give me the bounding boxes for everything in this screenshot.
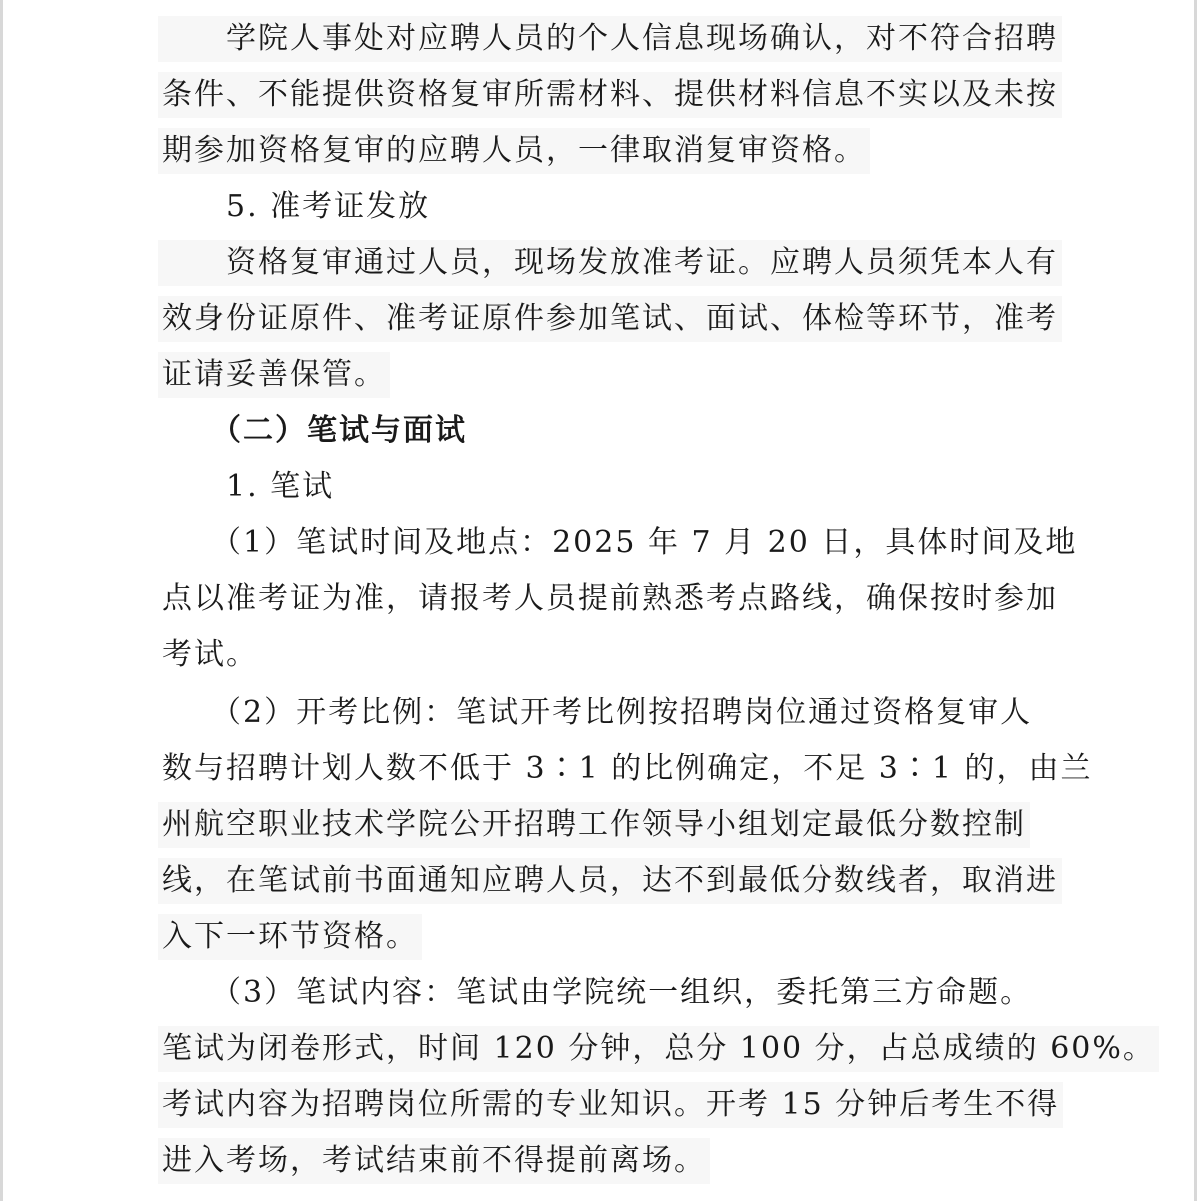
section-heading: 5. 准考证发放: [162, 189, 431, 224]
paragraph-line: 学院人事处对应聘人员的个人信息现场确认，对不符合招聘: [158, 16, 1062, 62]
paragraph-line: 入下一环节资格。: [158, 914, 422, 960]
section-heading: 1. 笔试: [162, 469, 335, 504]
paragraph-line: 笔试为闭卷形式，时间 120 分钟，总分 100 分，占总成绩的 60%。: [158, 1026, 1159, 1072]
paragraph-line: 点以准考证为准，请报考人员提前熟悉考点路线，确保按时参加: [162, 581, 1058, 616]
paragraph-line: 期参加资格复审的应聘人员，一律取消复审资格。: [158, 128, 870, 174]
paragraph-line: 考试。: [162, 637, 258, 672]
paragraph-line: 条件、不能提供资格复审所需材料、提供材料信息不实以及未按: [158, 72, 1062, 118]
paragraph-line: 进入考场，考试结束前不得提前离场。: [158, 1138, 710, 1184]
paragraph-line: （3）笔试内容：笔试由学院统一组织，委托第三方命题。: [162, 975, 1033, 1010]
paragraph-line: 效身份证原件、准考证原件参加笔试、面试、体检等环节，准考: [158, 296, 1062, 342]
paragraph-line: 考试内容为招聘岗位所需的专业知识。开考 15 分钟后考生不得: [158, 1082, 1063, 1128]
paragraph-line: 资格复审通过人员，现场发放准考证。应聘人员须凭本人有: [158, 240, 1062, 286]
paragraph-line: 证请妥善保管。: [158, 352, 390, 398]
section-heading: （二）笔试与面试: [162, 413, 467, 448]
page-edge-left: [0, 0, 3, 1201]
paragraph-line: （2）开考比例：笔试开考比例按招聘岗位通过资格复审人: [162, 695, 1033, 730]
paragraph-line: 线，在笔试前书面通知应聘人员，达不到最低分数线者，取消进: [158, 858, 1062, 904]
paragraph-line: 数与招聘计划人数不低于 3∶1 的比例确定，不足 3∶1 的，由兰: [162, 751, 1093, 786]
paragraph-line: 州航空职业技术学院公开招聘工作领导小组划定最低分数控制: [158, 802, 1030, 848]
paragraph-line: （1）笔试时间及地点：2025 年 7 月 20 日，具体时间及地: [162, 525, 1078, 560]
